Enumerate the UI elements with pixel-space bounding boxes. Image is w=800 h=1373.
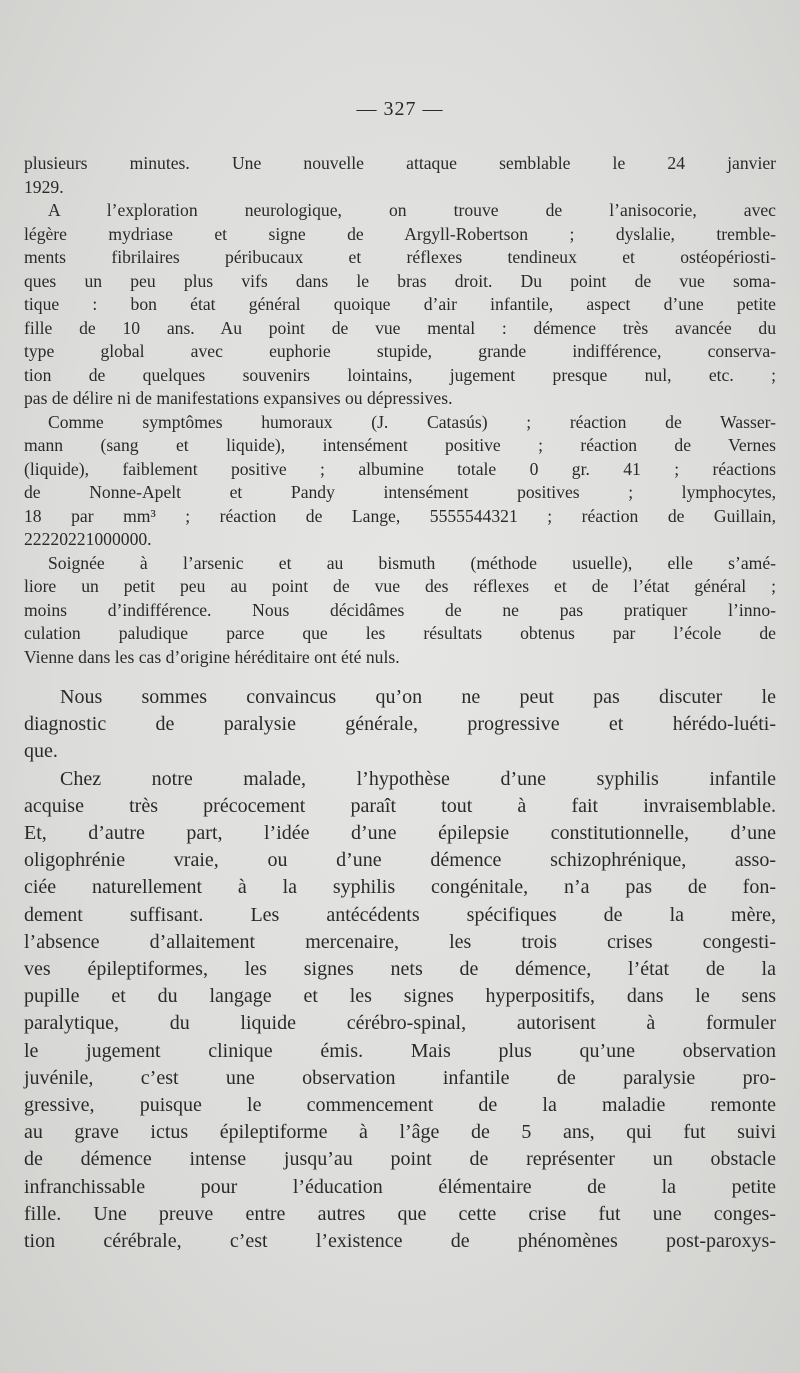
text-line: dement suffisant. Les antécédents spécifiques de la mère, (24, 903, 776, 926)
text-line: ques un peu plus vifs dans le bras droit. Du point de vue soma- (24, 270, 776, 291)
text-line: 22220221000000. (24, 529, 152, 549)
text-line: 18 par mm³ ; réaction de Lange, 5555544321 ; réaction de Guillain, (24, 505, 776, 526)
text-line: Soignée à l’arsenic et au bismuth (méthode usuelle), elle s’amé- (48, 552, 776, 573)
text-line: tion de quelques souvenirs lointains, jugement presque nul, etc. ; (24, 364, 776, 385)
text-line: type global avec euphorie stupide, grande indifférence, conserva- (24, 341, 776, 361)
text-line: moins d’indifférence. Nous décidâmes de ne pas pratiquer l’inno- (24, 599, 776, 620)
discussion-text (24, 684, 776, 1255)
text-line: pupille et du langage et les signes hyperpositifs, dans le sens (24, 985, 776, 1008)
text-line: culation paludique parce que les résultats obtenus par l’école de (24, 623, 776, 643)
text-line: Chez notre malade, l’hypothèse d’une syphilis infantile (60, 767, 776, 790)
text-line: A l’exploration neurologique, on trouve de l’anisocorie, avec (48, 200, 776, 220)
text-line: légère mydriase et signe de Argyll-Robertson ; dyslalie, tremble- (24, 223, 776, 244)
text-line: tion cérébrale, c’est l’existence de phénomènes post-paroxys- (24, 1230, 776, 1253)
case-report-text (24, 152, 776, 669)
text-line: Vienne dans les cas d’origine héréditaire ont été nuls. (24, 646, 400, 667)
text-line: Comme symptômes humoraux (J. Catasús) ; réaction de Wasser- (48, 411, 776, 432)
text-line: de Nonne-Apelt et Pandy intensément positives ; lymphocytes, (24, 482, 776, 502)
text-line: mann (sang et liquide), intensément positive ; réaction de Vernes (24, 435, 776, 455)
text-line: tique : bon état général quoique d’air infantile, aspect d’une petite (24, 294, 776, 314)
text-line: infranchissable pour l’éducation élémentaire de la petite (24, 1175, 776, 1198)
text-line: ments fibrilaires péribucaux et réflexes tendineux et ostéopériosti- (24, 247, 776, 267)
text-line: juvénile, c’est une observation infantile de paralysie pro- (24, 1066, 776, 1089)
text-line: diagnostic de paralysie générale, progressive et hérédo-luéti- (24, 713, 776, 736)
text-line: oligophrénie vraie, ou d’une démence schizophrénique, asso- (24, 849, 776, 872)
text-line: fille de 10 ans. Au point de vue mental : démence très avancée du (24, 317, 776, 338)
text-line: 1929. (24, 176, 64, 197)
text-line: acquise très précocement paraît tout à fait invraisemblable. (24, 794, 776, 817)
text-line: que. (24, 740, 58, 763)
text-line: paralytique, du liquide cérébro-spinal, autorisent à formuler (24, 1012, 776, 1035)
text-line: ciée naturellement à la syphilis congénitale, n’a pas de fon- (24, 876, 776, 899)
text-line: liore un petit peu au point de vue des réflexes et de l’état général ; (24, 576, 776, 596)
text-line: ves épileptiformes, les signes nets de démence, l’état de la (24, 958, 776, 981)
text-line: de démence intense jusqu’au point de représenter un obstacle (24, 1148, 776, 1171)
text-line: plusieurs minutes. Une nouvelle attaque semblable le 24 janvier (24, 153, 776, 173)
text-line: le jugement clinique émis. Mais plus qu’une observation (24, 1039, 776, 1062)
text-line: pas de délire ni de manifestations expansives ou dépressives. (24, 388, 453, 408)
text-line: gressive, puisque le commencement de la maladie remonte (24, 1094, 776, 1117)
text-line: Nous sommes convaincus qu’on ne peut pas discuter le (60, 686, 776, 708)
text-line: Et, d’autre part, l’idée d’une épilepsie constitutionnelle, d’une (24, 822, 776, 845)
page-number: — 327 — (356, 98, 444, 120)
text-line: fille. Une preuve entre autres que cette crise fut une conges- (24, 1202, 776, 1225)
text-line: (liquide), faiblement positive ; albumine totale 0 gr. 41 ; réactions (24, 458, 776, 479)
text-line: au grave ictus épileptiforme à l’âge de 5 ans, qui fut suivi (24, 1121, 776, 1144)
text-line: l’absence d’allaitement mercenaire, les trois crises congesti- (24, 930, 776, 953)
